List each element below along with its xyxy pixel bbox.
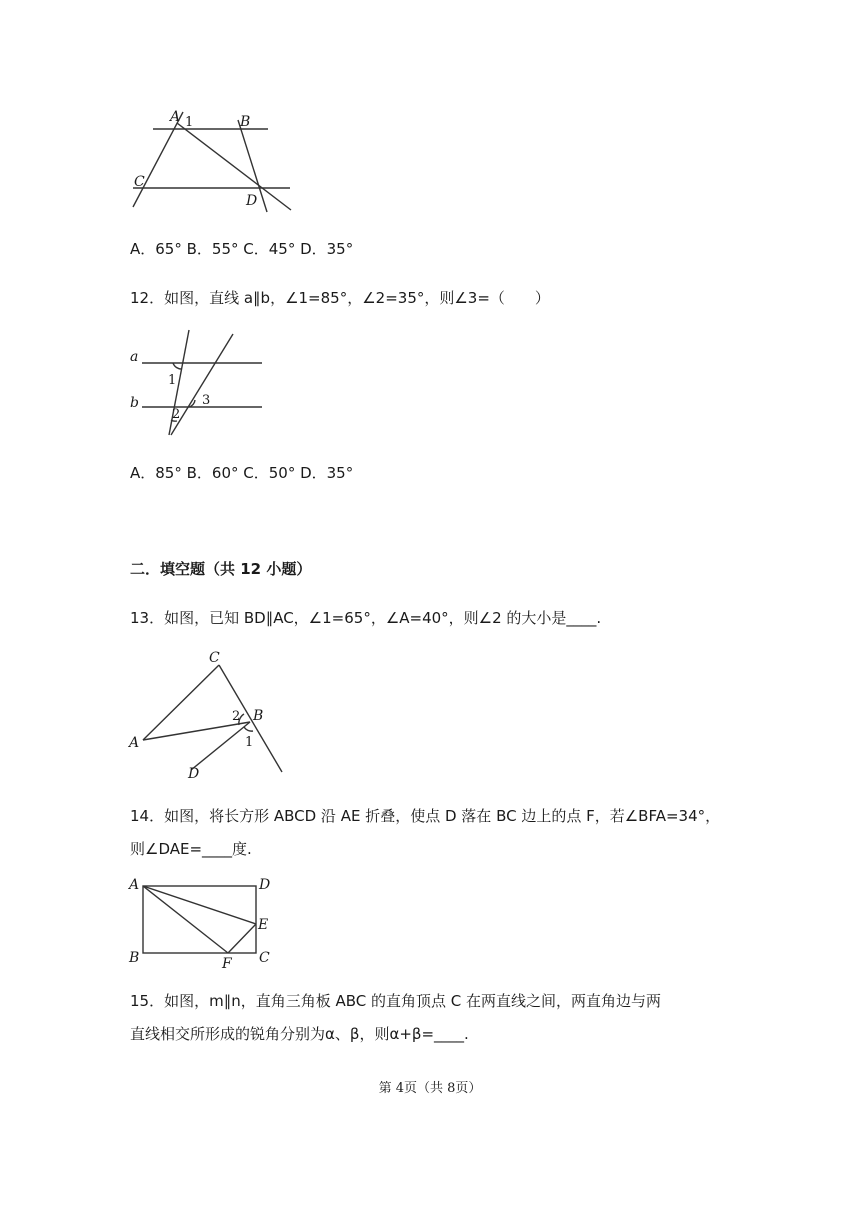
q11-label-b: B <box>240 114 251 130</box>
q13-label-c: C <box>209 650 220 666</box>
q12-figure <box>125 325 270 440</box>
q15-stem-line1: 15．如图，m∥n，直角三角板 ABC 的直角顶点 C 在两直线之间，两直角边与两 <box>130 992 662 1010</box>
q11-line-ac <box>133 112 183 207</box>
q11-line-ad <box>177 123 291 210</box>
q14-line-fe <box>228 924 256 953</box>
q12-transversal-2 <box>171 334 233 435</box>
q12-label-1: 1 <box>168 373 177 388</box>
q14-rectangle <box>143 886 256 953</box>
q13-label-1: 1 <box>245 735 254 750</box>
q13-stem: 13．如图，已知 BD∥AC，∠1=65°，∠A=40°，则∠2 的大小是____. <box>130 609 602 627</box>
q13-figure <box>125 645 295 785</box>
q14-label-b: B <box>129 950 140 966</box>
q12-label-a: a <box>130 349 139 365</box>
q12-label-2: 2 <box>172 407 181 422</box>
q11-label-a: A <box>170 109 181 125</box>
q11-label-c: C <box>134 174 145 190</box>
q11-figure <box>125 108 305 218</box>
q14-label-c: C <box>259 950 270 966</box>
q14-line-ae <box>143 886 256 924</box>
q12-options: A．85° B．60° C．50° D．35° <box>130 464 354 482</box>
q11-options: A．65° B．55° C．45° D．35° <box>130 240 354 258</box>
q14-figure <box>125 872 285 972</box>
q14-stem-line1: 14．如图，将长方形 ABCD 沿 AE 折叠，使点 D 落在 BC 边上的点 F，若∠BFA=34°， <box>130 807 721 825</box>
q13-label-a: A <box>129 735 140 751</box>
q13-label-b: B <box>253 708 264 724</box>
q14-label-a: A <box>129 877 140 893</box>
q13-line-cb <box>219 665 282 772</box>
q12-stem: 12．如图，直线 a∥b，∠1=85°，∠2=35°，则∠3=（ ） <box>130 289 550 307</box>
q11-label-1: 1 <box>185 115 194 130</box>
q11-label-d: D <box>246 193 258 209</box>
section-heading: 二．填空题（共 12 小题） <box>130 560 312 578</box>
q13-label-d: D <box>188 766 200 782</box>
q14-line-af <box>143 886 228 953</box>
q13-line-bd <box>191 722 250 770</box>
q12-label-3: 3 <box>202 393 211 408</box>
q13-label-2: 2 <box>232 709 241 724</box>
q12-arc-1 <box>173 363 182 369</box>
q14-label-e: E <box>258 917 269 933</box>
q14-label-d: D <box>259 877 271 893</box>
q14-stem-line2: 则∠DAE=____度. <box>130 840 252 858</box>
q12-label-b: b <box>130 395 139 411</box>
q15-stem-line2: 直线相交所形成的锐角分别为α、β，则α+β=____. <box>130 1025 469 1043</box>
q13-arc-1 <box>244 727 253 731</box>
page-footer: 第 4页（共 8页） <box>378 1081 482 1096</box>
q14-label-f: F <box>222 956 232 972</box>
